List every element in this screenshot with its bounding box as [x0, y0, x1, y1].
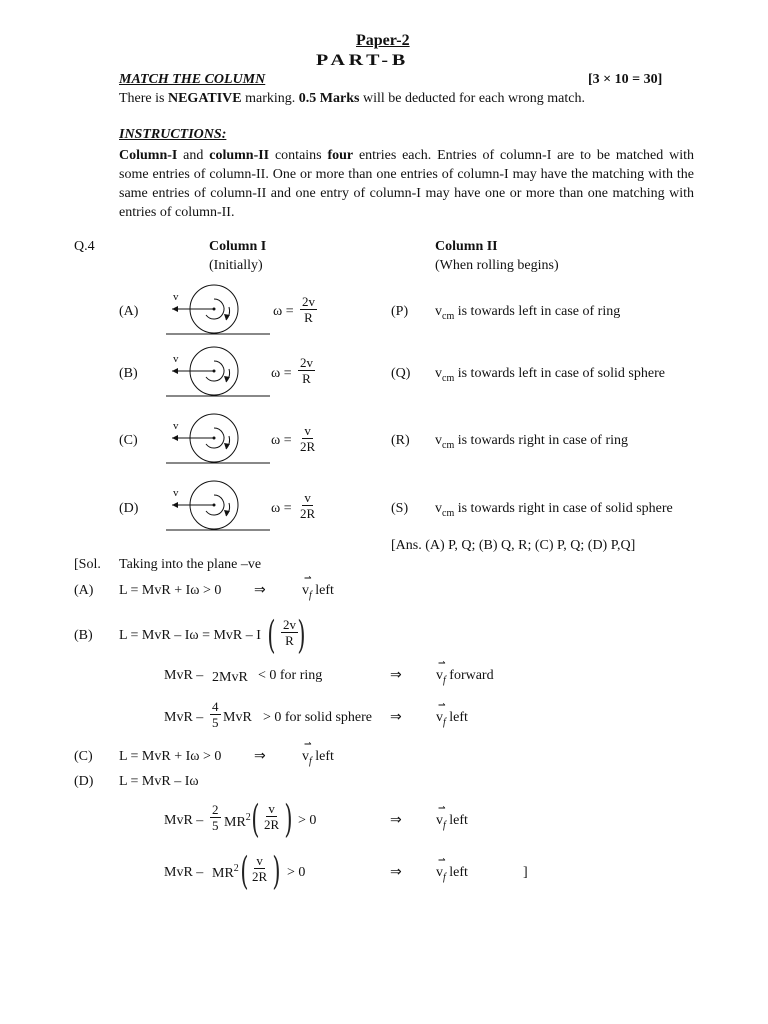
part-title: PART-B [316, 52, 409, 69]
sol-a-result: $v_f$ left [302, 583, 334, 601]
omega-fraction-b: $\frac{2v}{R}$ [300, 355, 313, 386]
sol-c-label: (C) [74, 749, 93, 764]
row-d-label: (D) [119, 501, 139, 516]
vector-arrow-icon: ⇀ [304, 573, 312, 583]
right-paren-icon: ) [297, 613, 306, 657]
sol-c-equation: L = MvR + Iω > 0 [119, 749, 222, 764]
instructions-heading: INSTRUCTIONS: [119, 127, 227, 142]
sol-b1-condition: < 0 for ring [258, 668, 323, 683]
velocity-label-c: v [173, 420, 179, 432]
row-s-label: (S) [391, 501, 409, 516]
sol-b1-lhs: MvR – [164, 668, 204, 683]
sol-b2-fraction: $\frac{4}{5}$ [212, 699, 219, 730]
row-r-text: $v_{cm}$ is towards right in case of ring [435, 433, 629, 451]
sol-d2-result: $v_f$ left [436, 865, 468, 883]
row-r-label: (R) [391, 433, 410, 448]
row-p-label: (P) [391, 304, 409, 319]
omega-fraction-d: $\frac{v}{2R}$ [300, 490, 316, 521]
omega-label-d: ω = [271, 501, 292, 516]
sol-d1-fraction: $\frac{2}{5}$ [212, 802, 219, 833]
sol-b2-term: MvR [223, 710, 252, 725]
right-paren-icon: ) [272, 849, 281, 893]
sol-d2-inner-fraction: $\frac{v}{2R}$ [252, 853, 268, 884]
solution-label: [Sol. [74, 557, 101, 572]
sol-b-label: (B) [74, 628, 93, 643]
sol-d-equation: L = MvR – Iω [119, 774, 199, 789]
vector-arrow-icon: ⇀ [438, 700, 446, 710]
question-number: Q.4 [74, 239, 95, 254]
right-paren-icon: ) [284, 797, 293, 841]
row-c-label: (C) [119, 433, 138, 448]
implies-arrow-d1: ⇒ [390, 813, 402, 828]
solution-close-bracket: ] [523, 865, 528, 880]
omega-label-c: ω = [271, 433, 292, 448]
velocity-label-d: v [173, 487, 179, 499]
row-q-text: $v_{cm}$ is towards left in case of solid sphere [435, 366, 665, 384]
row-s-text: $v_{cm}$ is towards right in case of solid sphere [435, 501, 673, 519]
vector-arrow-icon: ⇀ [438, 855, 446, 865]
implies-arrow-a: ⇒ [254, 583, 266, 598]
vector-arrow-icon: ⇀ [438, 658, 446, 668]
negative-marking-note: There is NEGATIVE marking. 0.5 Marks will be deducted for each wrong match. [119, 91, 585, 106]
sol-b-equation: L = MvR – Iω = MvR – I [119, 628, 261, 643]
sol-d2-mr: $MR^2$ [212, 863, 239, 881]
left-paren-icon: ( [267, 613, 276, 657]
sol-a-equation: L = MvR + Iω > 0 [119, 583, 222, 598]
sol-d1-condition: > 0 [298, 813, 317, 828]
sol-b2-lhs: MvR – [164, 710, 204, 725]
omega-fraction-c: $\frac{v}{2R}$ [300, 423, 316, 454]
row-a-label: (A) [119, 304, 139, 319]
row-q-label: (Q) [391, 366, 411, 381]
column-2-subtitle: (When rolling begins) [435, 258, 559, 273]
velocity-label-b: v [173, 353, 179, 365]
paper-title: Paper-2 [356, 32, 410, 49]
answer-key: [Ans. (A) P, Q; (B) Q, R; (C) P, Q; (D) P,Q] [391, 538, 636, 553]
velocity-label-a: v [173, 291, 179, 303]
sol-d2-lhs: MvR – [164, 865, 204, 880]
sol-b2-condition: > 0 for solid sphere [263, 710, 372, 725]
omega-label-b: ω = [271, 366, 292, 381]
column-1-subtitle: (Initially) [209, 258, 263, 273]
sol-d1-inner-fraction: $\frac{v}{2R}$ [264, 801, 280, 832]
omega-fraction-a: $\frac{2v}{R}$ [302, 294, 315, 325]
implies-arrow-c: ⇒ [254, 749, 266, 764]
implies-arrow-d2: ⇒ [390, 865, 402, 880]
sol-b1-result: $v_f$ forward [436, 668, 494, 686]
left-paren-icon: ( [251, 797, 260, 841]
column-2-title: Column II [435, 239, 498, 254]
omega-label-a: ω = [273, 304, 294, 319]
row-p-text: $v_{cm}$ is towards left in case of ring [435, 304, 621, 322]
sol-d1-lhs: MvR – [164, 813, 204, 828]
vector-arrow-icon: ⇀ [438, 803, 446, 813]
implies-arrow-b2: ⇒ [390, 710, 402, 725]
sol-d1-mr: $MR^2$ [224, 812, 251, 830]
row-b-label: (B) [119, 366, 138, 381]
sol-d-label: (D) [74, 774, 94, 789]
sol-d2-condition: > 0 [287, 865, 306, 880]
marks-total: [3 × 10 = 30] [588, 72, 663, 87]
sol-b-fraction: $\frac{2v}{R}$ [283, 617, 296, 648]
sol-a-label: (A) [74, 583, 94, 598]
left-paren-icon: ( [240, 849, 249, 893]
section-title: MATCH THE COLUMN [119, 72, 266, 87]
instructions-text: Column-I and column-II contains four entries each. Entries of column-I are to be matched with some entries of column-II. One or more than one entries of column-I may have the matching with the same entries of column-II and one entry of column-I may have one or more than one matching with entries of column-II. [119, 148, 694, 220]
sol-b1-term: 2MvR [212, 670, 248, 685]
implies-arrow-b1: ⇒ [390, 668, 402, 683]
sol-b2-result: $v_f$ left [436, 710, 468, 728]
sol-d1-result: $v_f$ left [436, 813, 468, 831]
sol-c-result: $v_f$ left [302, 749, 334, 767]
vector-arrow-icon: ⇀ [304, 739, 312, 749]
column-1-title: Column I [209, 239, 267, 254]
solution-intro: Taking into the plane –ve [119, 557, 262, 572]
